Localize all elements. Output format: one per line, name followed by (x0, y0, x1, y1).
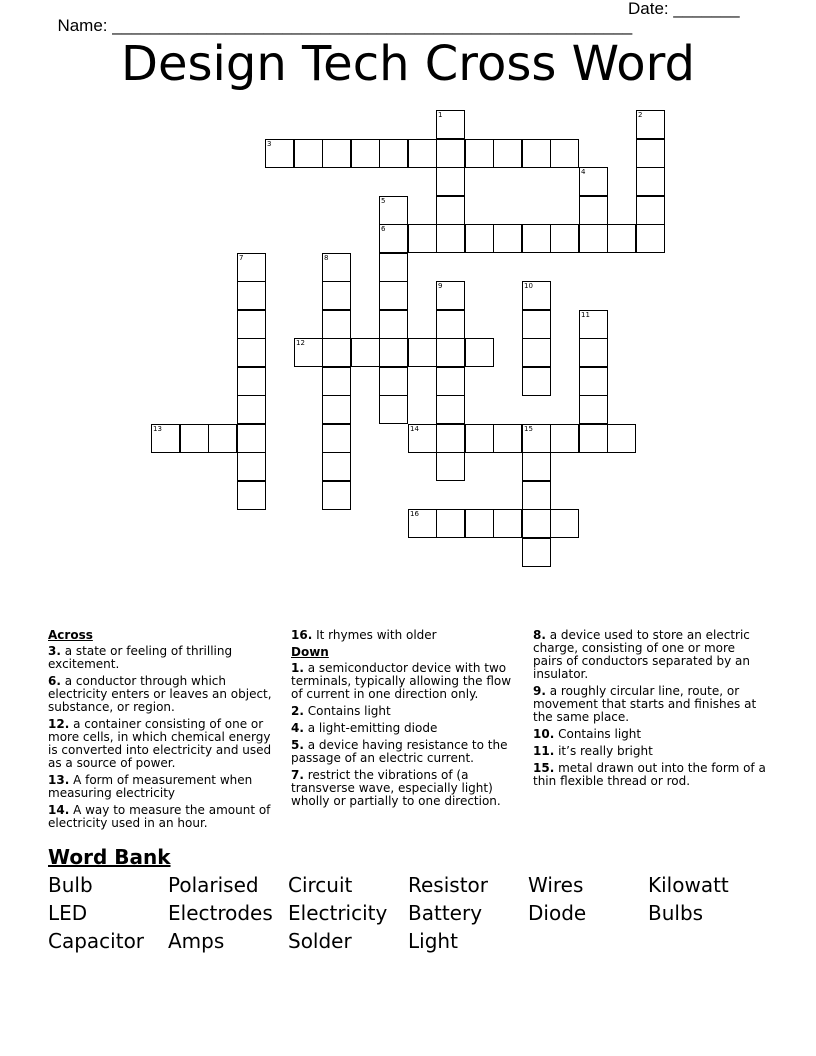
crossword-cell[interactable] (607, 424, 636, 453)
crossword-cell[interactable] (465, 338, 494, 367)
clue-down-10: 10. Contains light (533, 727, 642, 741)
crossword-cell[interactable] (408, 338, 437, 367)
crossword-cell[interactable] (436, 395, 465, 424)
word-bank-word: Electrodes (168, 901, 273, 925)
crossword-cell[interactable] (436, 338, 465, 367)
clue-down-7: 7. restrict the vibrations of (a transverse wave, especially light) wholly or partially to one direction. (291, 768, 501, 808)
crossword-cell[interactable] (579, 224, 608, 253)
crossword-cell[interactable] (408, 509, 437, 538)
crossword-cell[interactable] (522, 367, 551, 396)
clue-down-15: 15. metal drawn out into the form of a thin flexible thread or rod. (533, 761, 766, 788)
word-bank-word: Solder (288, 929, 352, 953)
clue-across-16: 16. It rhymes with older (291, 628, 437, 642)
crossword-cell[interactable] (322, 281, 351, 310)
clue-number: 2 (638, 111, 643, 119)
clue-number: 13 (153, 425, 162, 433)
crossword-cell[interactable] (522, 481, 551, 510)
crossword-cell[interactable] (579, 395, 608, 424)
clue-number: 10 (524, 282, 533, 290)
crossword-cell[interactable] (465, 224, 494, 253)
clue-number: 15 (524, 425, 533, 433)
crossword-cell[interactable] (322, 338, 351, 367)
crossword-cell[interactable] (237, 253, 266, 282)
crossword-cell[interactable] (550, 224, 579, 253)
across-heading: Across (48, 628, 93, 642)
crossword-cell[interactable] (436, 281, 465, 310)
date-field[interactable]: Date: _______ (628, 0, 740, 18)
crossword-cell[interactable] (408, 139, 437, 168)
crossword-cell[interactable] (379, 139, 408, 168)
crossword-cell[interactable] (322, 481, 351, 510)
word-bank-word: Resistor (408, 873, 488, 897)
crossword-cell[interactable] (493, 509, 522, 538)
clue-down-1: 1. a semiconductor device with two terminals, typically allowing the flow of current in one direction only. (291, 661, 512, 701)
crossword-cell[interactable] (436, 452, 465, 481)
crossword-cell[interactable] (579, 196, 608, 225)
word-bank-word: Capacitor (48, 929, 145, 953)
crossword-cell[interactable] (237, 395, 266, 424)
crossword-cell[interactable] (579, 310, 608, 339)
word-bank-word: LED (48, 901, 88, 925)
word-bank-word: Bulbs (648, 901, 704, 925)
crossword-cell[interactable] (436, 310, 465, 339)
crossword-cell[interactable] (322, 139, 351, 168)
crossword-cell[interactable] (351, 139, 380, 168)
crossword-cell[interactable] (493, 139, 522, 168)
crossword-cell[interactable] (379, 338, 408, 367)
crossword-cell[interactable] (237, 424, 266, 453)
crossword-cell[interactable] (493, 424, 522, 453)
crossword-cell[interactable] (636, 196, 665, 225)
word-bank-word: Polarised (168, 873, 259, 897)
clue-down-11: 11. it’s really bright (533, 744, 653, 758)
crossword-cell[interactable] (322, 452, 351, 481)
crossword-cell[interactable] (436, 110, 465, 139)
crossword-cell[interactable] (522, 509, 551, 538)
clue-number: 12 (296, 339, 305, 347)
crossword-cell[interactable] (465, 139, 494, 168)
clues-column-2 (291, 629, 523, 812)
crossword-cell[interactable] (436, 196, 465, 225)
crossword-cell[interactable] (237, 481, 266, 510)
crossword-cell[interactable] (522, 424, 551, 453)
clue-number: 4 (581, 168, 586, 176)
word-bank-word: Battery (408, 901, 483, 925)
clue-number: 5 (381, 197, 386, 205)
word-bank-word: Diode (528, 901, 587, 925)
clue-number: 7 (239, 254, 244, 262)
crossword-cell[interactable] (379, 281, 408, 310)
crossword-cell[interactable] (379, 253, 408, 282)
word-bank-title: Word Bank (48, 845, 171, 869)
word-bank-word: Kilowatt (648, 873, 729, 897)
crossword-cell[interactable] (322, 367, 351, 396)
crossword-cell[interactable] (493, 224, 522, 253)
crossword-cell[interactable] (237, 367, 266, 396)
crossword-cell[interactable] (436, 139, 465, 168)
crossword-cell[interactable] (579, 367, 608, 396)
crossword-cell[interactable] (436, 509, 465, 538)
clue-number: 8 (324, 254, 329, 262)
clue-down-5: 5. a device having resistance to the passage of an electric current. (291, 738, 508, 765)
crossword-cell[interactable] (379, 395, 408, 424)
crossword-cell[interactable] (408, 224, 437, 253)
clue-down-2: 2. Contains light (291, 704, 391, 718)
crossword-cell[interactable] (322, 310, 351, 339)
page-title: Design Tech Cross Word (121, 36, 695, 92)
clues-column-1 (48, 629, 280, 834)
crossword-cell[interactable] (379, 367, 408, 396)
crossword-cell[interactable] (436, 224, 465, 253)
crossword-cell[interactable] (237, 281, 266, 310)
crossword-cell[interactable] (322, 424, 351, 453)
crossword-cell[interactable] (522, 338, 551, 367)
clue-across-6: 6. a conductor through which electricity enters or leaves an object, substance, or region. (48, 674, 272, 714)
crossword-cell[interactable] (379, 196, 408, 225)
clue-down-8: 8. a device used to store an electric charge, consisting of one or more pairs of conductors separated by an insulator. (533, 628, 751, 681)
crossword-cell[interactable] (522, 139, 551, 168)
clue-across-13: 13. A form of measurement when measuring electricity (48, 773, 253, 800)
crossword-cell[interactable] (237, 310, 266, 339)
crossword-cell[interactable] (636, 167, 665, 196)
clue-across-3: 3. a state or feeling of thrilling excitement. (48, 644, 233, 671)
crossword-cell[interactable] (522, 310, 551, 339)
crossword-cell[interactable] (579, 338, 608, 367)
crossword-cell[interactable] (322, 395, 351, 424)
clue-number: 11 (581, 311, 590, 319)
word-bank-word: Electricity (288, 901, 388, 925)
word-bank-word: Wires (528, 873, 584, 897)
crossword-cell[interactable] (151, 424, 180, 453)
crossword-cell[interactable] (522, 281, 551, 310)
clue-across-14: 14. A way to measure the amount of electricity used in an hour. (48, 803, 271, 830)
crossword-cell[interactable] (294, 139, 323, 168)
word-bank-word: Bulb (48, 873, 93, 897)
crossword-cell[interactable] (436, 367, 465, 396)
crossword-cell[interactable] (322, 253, 351, 282)
crossword-cell[interactable] (550, 509, 579, 538)
crossword-cell[interactable] (436, 424, 465, 453)
crossword-cell[interactable] (522, 224, 551, 253)
crossword-cell[interactable] (294, 338, 323, 367)
crossword-cell[interactable] (408, 424, 437, 453)
clue-number: 14 (410, 425, 419, 433)
crossword-cell[interactable] (351, 338, 380, 367)
word-bank-word: Light (408, 929, 458, 953)
word-bank (48, 873, 768, 953)
crossword-cell[interactable] (265, 139, 294, 168)
crossword-cell[interactable] (522, 538, 551, 567)
clue-down-4: 4. a light-emitting diode (291, 721, 438, 735)
crossword-cell[interactable] (237, 338, 266, 367)
clue-number: 1 (438, 111, 443, 119)
word-bank-word: Amps (168, 929, 225, 953)
crossword-cell[interactable] (550, 139, 579, 168)
clue-number: 9 (438, 282, 443, 290)
crossword-cell[interactable] (379, 310, 408, 339)
clue-down-9: 9. a roughly circular line, route, or movement that starts and finishes at the same place. (533, 684, 757, 724)
clue-number: 3 (267, 140, 272, 148)
crossword-cell[interactable] (636, 110, 665, 139)
crossword-cell[interactable] (579, 424, 608, 453)
word-bank-word: Circuit (288, 873, 353, 897)
crossword-cell[interactable] (636, 139, 665, 168)
crossword-cell[interactable] (636, 224, 665, 253)
crossword-cell[interactable] (180, 424, 209, 453)
clue-number: 16 (410, 510, 419, 518)
crossword-cell[interactable] (208, 424, 237, 453)
clue-number: 6 (381, 225, 386, 233)
name-field[interactable]: Name: _______________________________________________________ (57, 16, 633, 35)
down-heading: Down (291, 645, 329, 659)
clue-across-12: 12. a container consisting of one or more cells, in which chemical energy is converted into electricity and used as a source of power. (48, 717, 272, 770)
crossword-cell[interactable] (237, 452, 266, 481)
crossword-cell[interactable] (607, 224, 636, 253)
crossword-cell[interactable] (436, 167, 465, 196)
crossword-cell[interactable] (522, 452, 551, 481)
crossword-cell[interactable] (379, 224, 408, 253)
crossword-cell[interactable] (579, 167, 608, 196)
crossword-cell[interactable] (550, 424, 579, 453)
clues-column-3 (533, 629, 768, 792)
crossword-cell[interactable] (465, 424, 494, 453)
crossword-cell[interactable] (465, 509, 494, 538)
